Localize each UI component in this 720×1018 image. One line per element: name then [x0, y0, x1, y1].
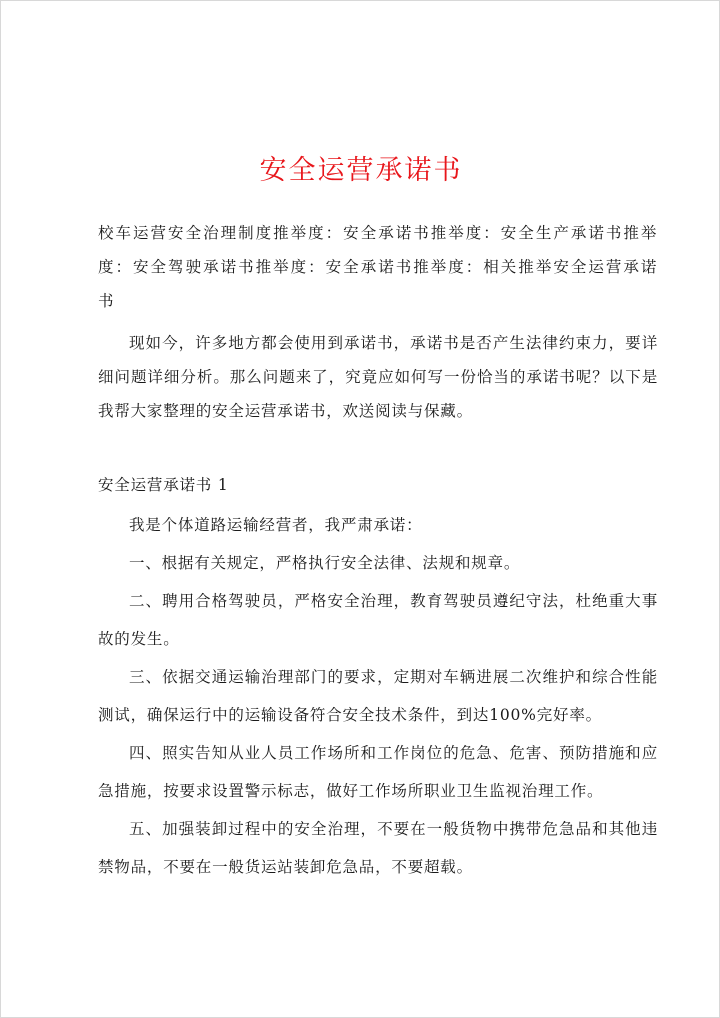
section-spacer: [98, 428, 658, 468]
preface-paragraph: 现如今，许多地方都会使用到承诺书，承诺书是否产生法律约束力，要详细问题详细分析。那么问题来了，究竟应如何写一份恰当的承诺书呢？以下是我帮大家整理的安全运营承诺书，欢送阅读与保藏。: [98, 334, 658, 420]
paragraph-item-4: 四、照实告知从业人员工作场所和工作岗位的危急、危害、预防措施和应急措施，按要求设置警示标志，做好工作场所职业卫生监视治理工作。: [98, 744, 658, 800]
document-title: 安全运营承诺书: [259, 155, 463, 186]
document-body: [98, 216, 658, 886]
paragraph-item-5: 五、加强装卸过程中的安全治理，不要在一般货物中携带危急品和其他违禁物品，不要在一般货运站装卸危急品，不要超载。: [98, 820, 658, 876]
paragraph-pledge: 我是个体道路运输经营者，我严肃承诺：: [129, 516, 423, 534]
paragraph-item-3: 三、依据交通运输治理部门的要求，定期对车辆进展二次维护和综合性能测试，确保运行中的运输设备符合安全技术条件，到达100%完好率。: [98, 668, 658, 724]
paragraph-item-2: 二、聘用合格驾驶员，严格安全治理，教育驾驶员遵纪守法，杜绝重大事故的发生。: [98, 592, 658, 648]
intro-paragraph: 校车运营安全治理制度推举度：安全承诺书推举度：安全生产承诺书推举度：安全驾驶承诺书推举度：安全承诺书推举度：相关推举安全运营承诺书: [98, 224, 658, 310]
paragraph-item-1: 一、根据有关规定，严格执行安全法律、法规和规章。: [129, 554, 521, 572]
section-heading: 安全运营承诺书 1: [98, 476, 229, 494]
